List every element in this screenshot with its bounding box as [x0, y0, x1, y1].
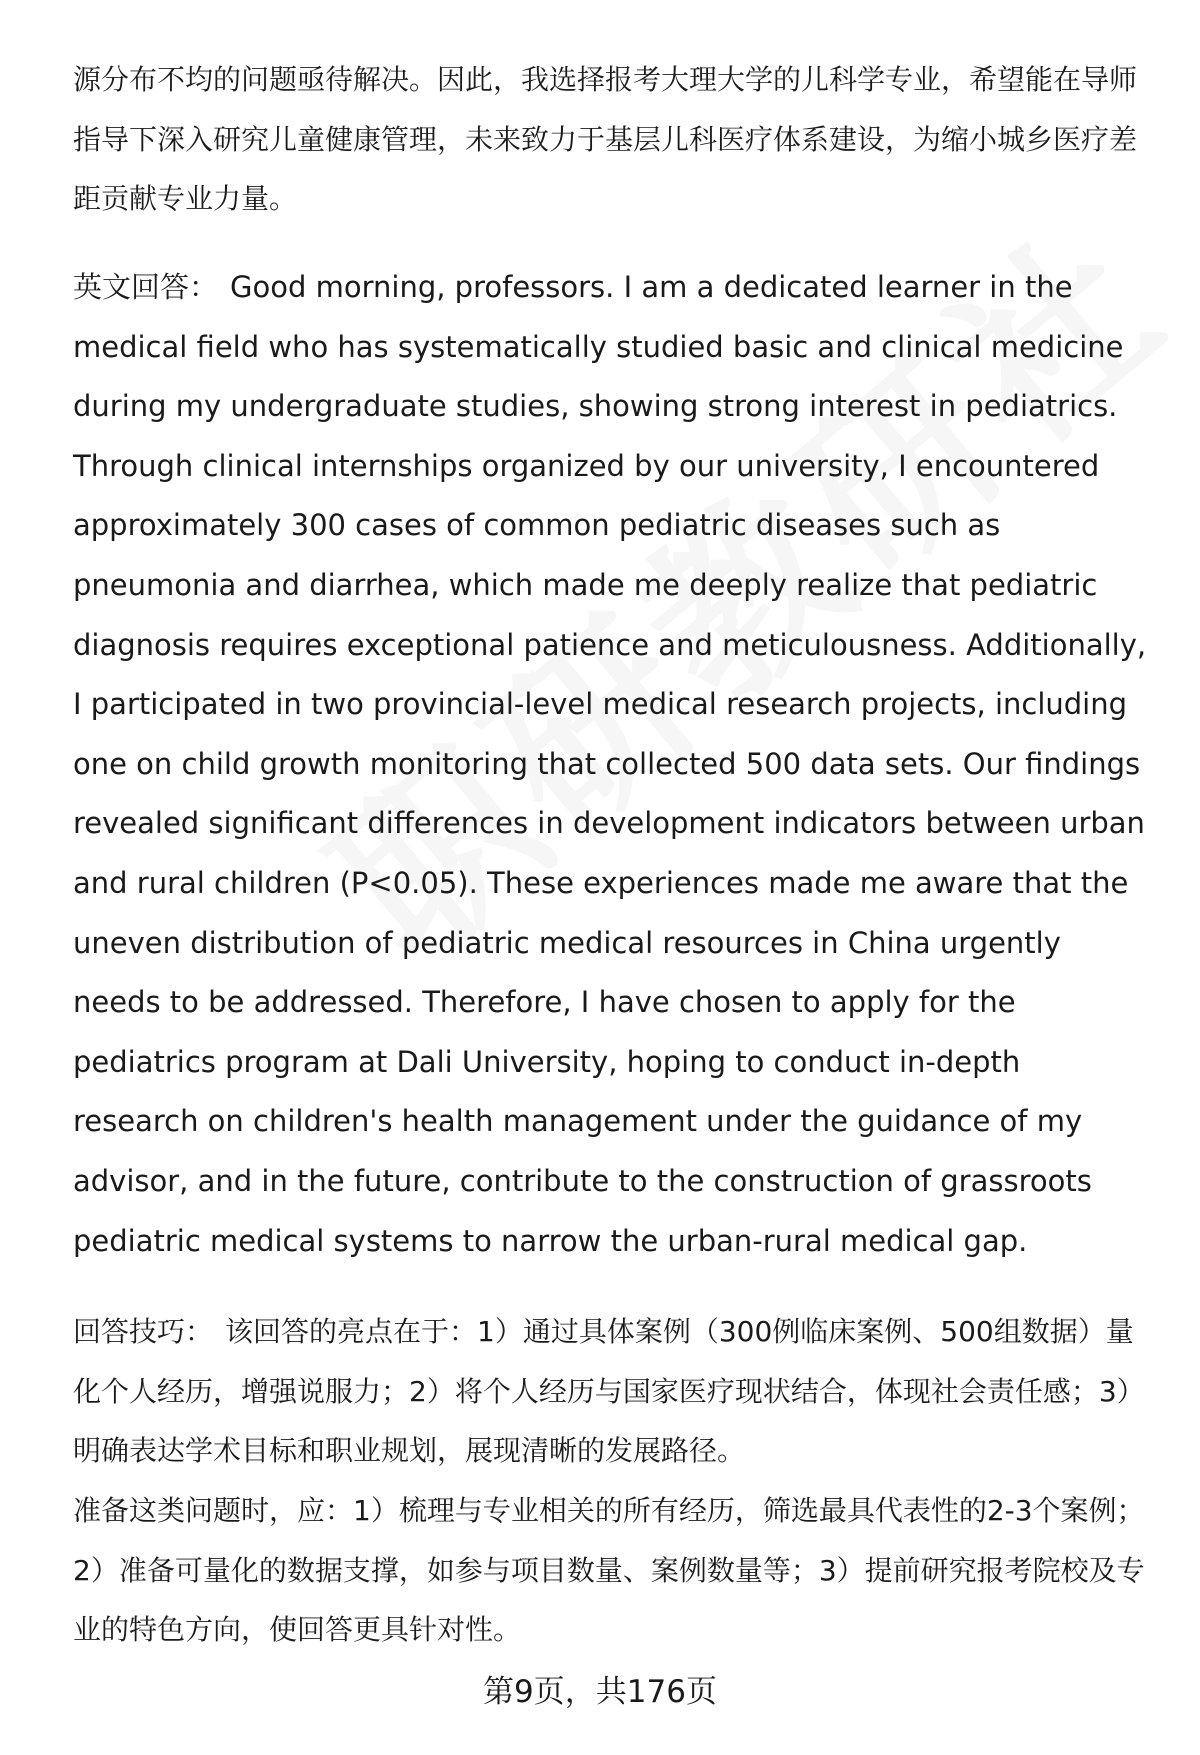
paragraph-intro-continued: 源分布不均的问题亟待解决。因此，我选择报考大理大学的儿科学专业，希望能在导师指导下深入研究儿童健康管理，未来致力于基层儿科医疗体系建设，为缩小城乡医疗差距贡献专业力量。 — [73, 63, 1138, 216]
paragraph-answer-tips — [73, 1302, 1153, 1481]
page-indicator: 第9页，共176页 — [483, 1674, 717, 1710]
english-answer-text: Good morning, professors. I am a dedicated learner in the medical field who has systematically studied basic and clinical medicine during my undergraduate studies, showing strong interest in pediatrics. Through clinical internships organized by our university, I encountered approximately 300 cases of common pediatric diseases such as pneumonia and diarrhea, which made me deeply realize that pediatric diagnosis requires exceptional patience and meticulousness. Additionally, I participated in two provincial-level medical research projects, including one on child growth monitoring that collected 500 data sets. Our findings revealed significant differences in development indicators between urban and rural children (P<0.05). These experiences made me aware that the uneven distribution of pediatric medical resources in China urgently needs to be addressed. Therefore, I have chosen to apply for the pediatrics program at Dali University, hoping to conduct in-depth research on children's health management under the guidance of my advisor, and in the future, contribute to the construction of grassroots pediatric medical systems to narrow the urban-rural medical gap. — [73, 270, 1147, 1258]
paragraph-preparation: 准备这类问题时，应：1）梳理与专业相关的所有经历，筛选最具代表性的2-3个案例；2）准备可量化的数据支撑，如参与项目数量、案例数量等；3）提前研究报考院校及专业的特色方向，使回答更具针对性。 — [73, 1494, 1145, 1647]
answer-tips-label: 回答技巧： — [73, 1315, 214, 1348]
answer-tips-text: 该回答的亮点在于：1）通过具体案例（300例临床案例、500组数据）量化个人经历，增强说服力；2）将个人经历与国家医疗现状结合，体现社会责任感；3）明确表达学术目标和职业规划，展现清晰的发展路径。 — [73, 1315, 1145, 1468]
english-answer-label: 英文回答： — [73, 270, 219, 304]
paragraph-english-answer — [73, 258, 1153, 1271]
